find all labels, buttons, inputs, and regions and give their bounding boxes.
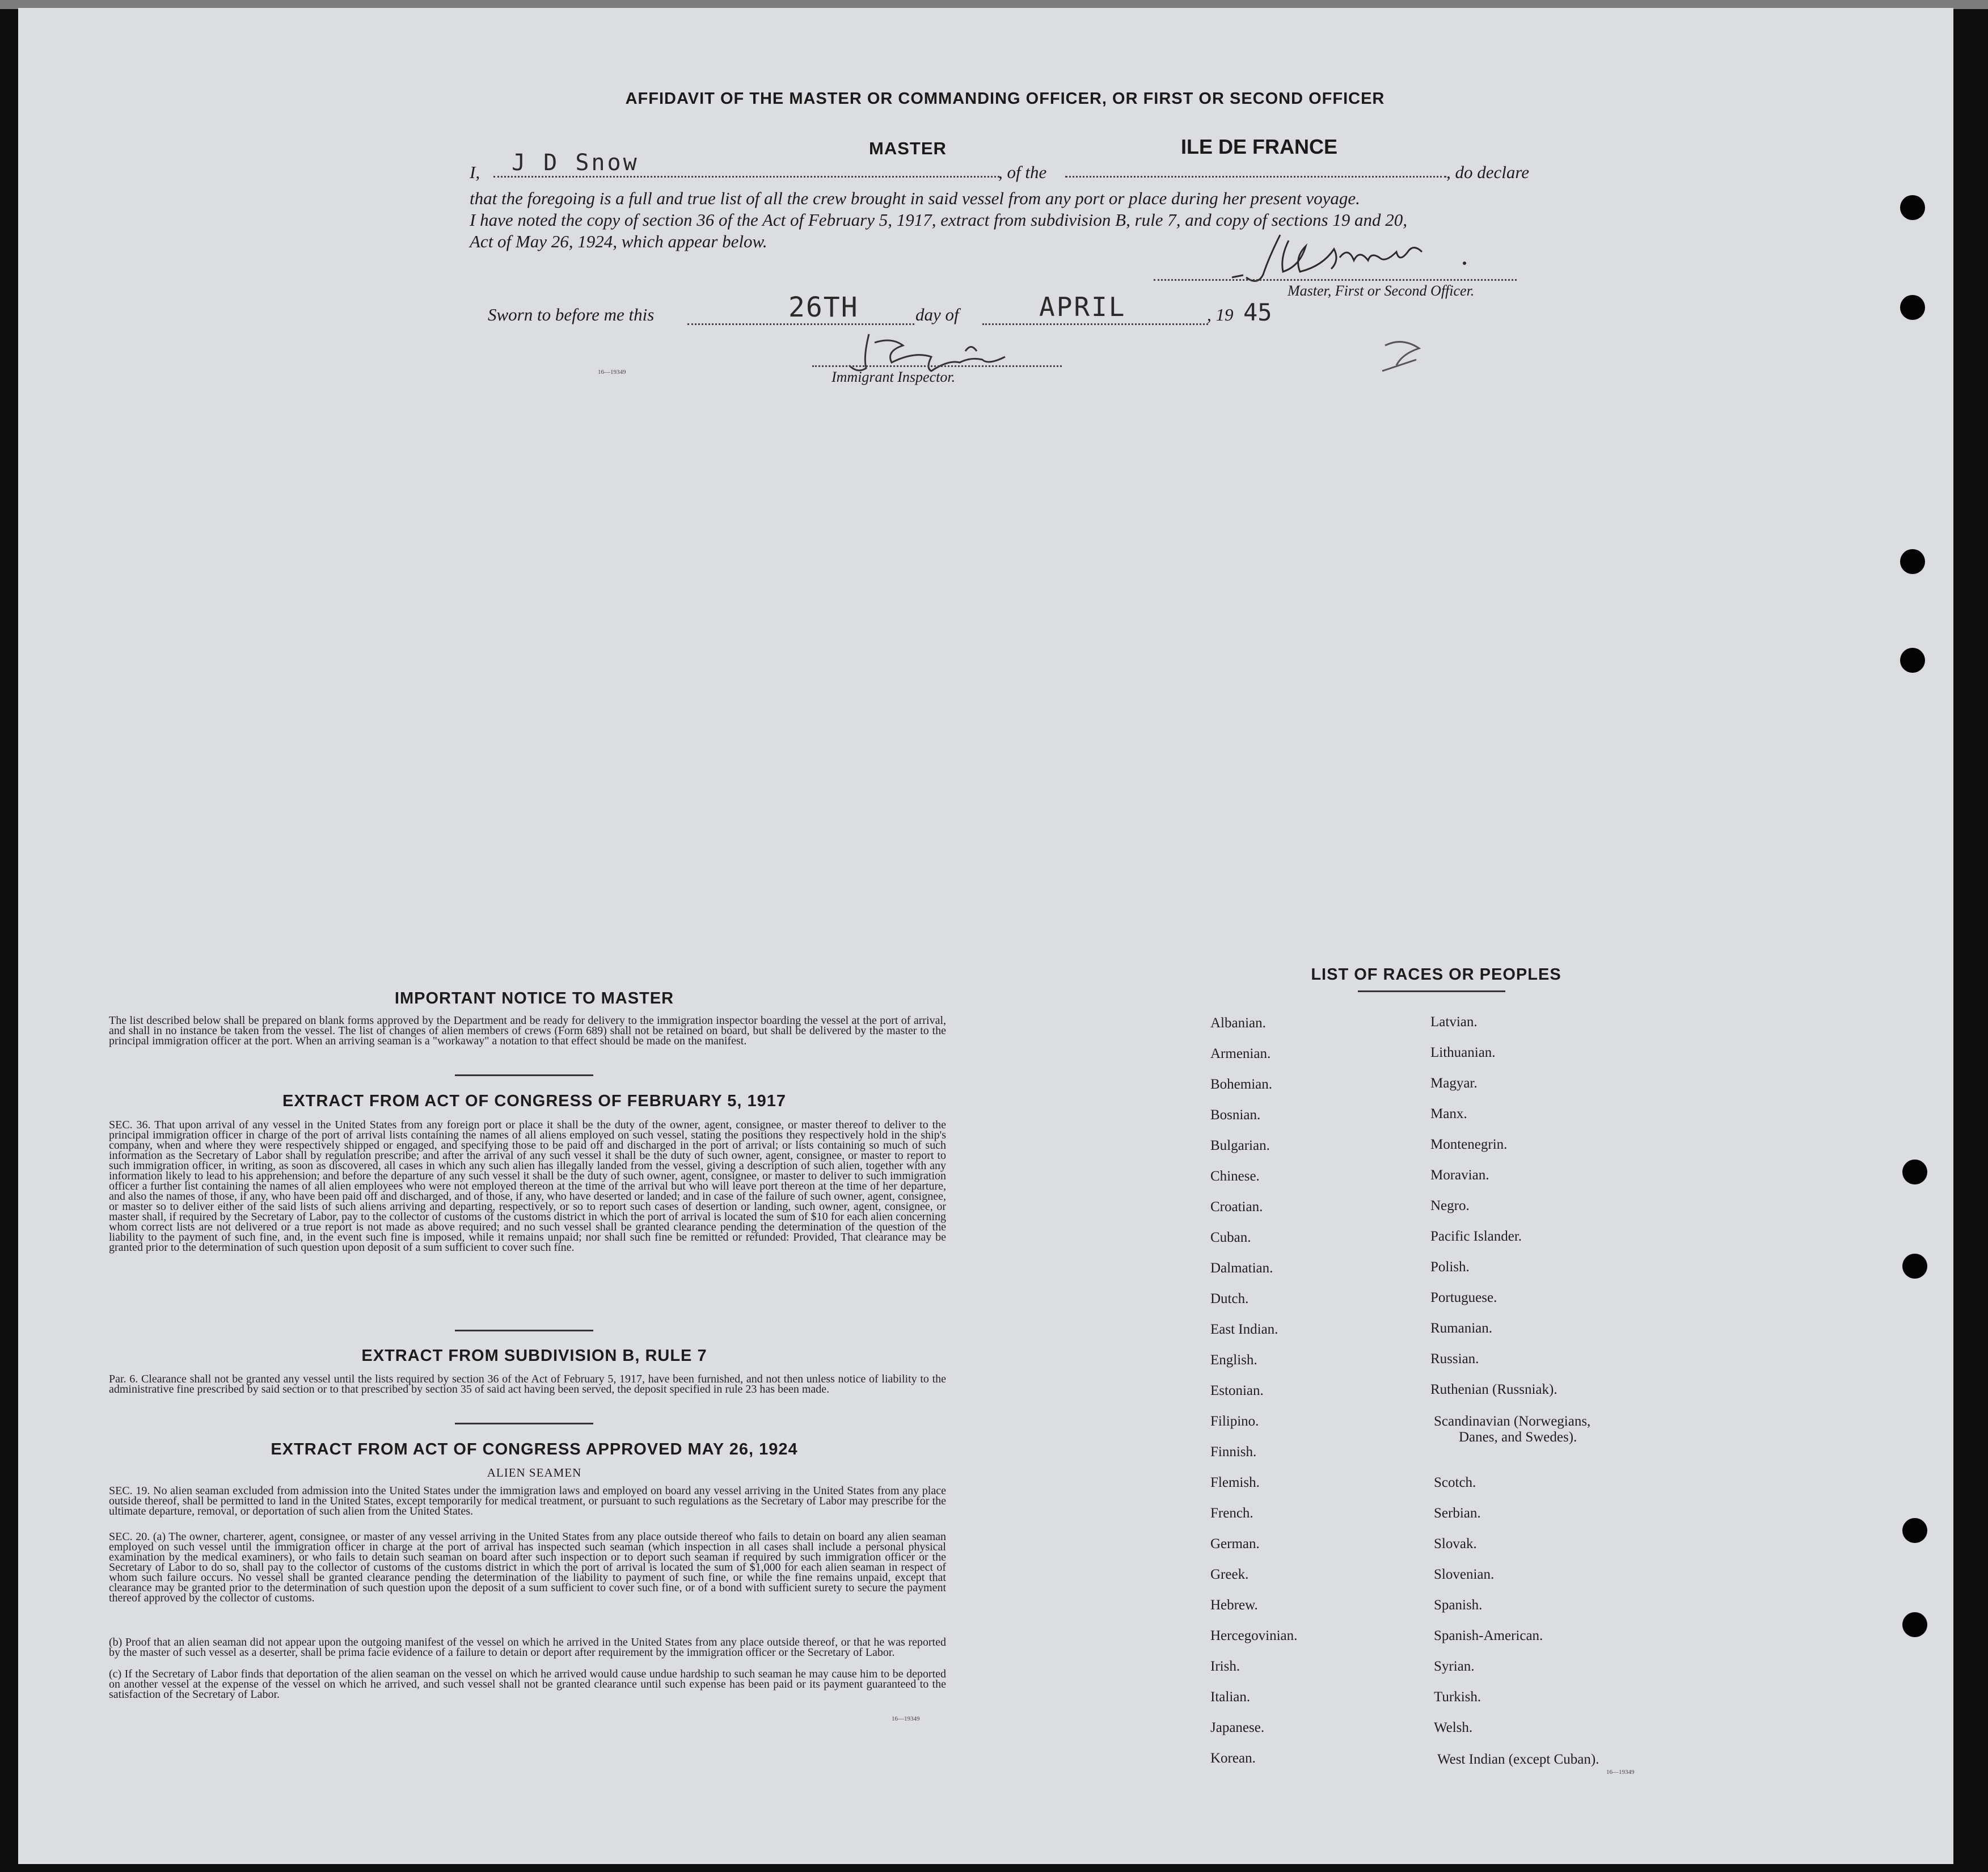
- race-left: Cuban.: [1210, 1230, 1251, 1245]
- binder-hole: [1902, 1518, 1927, 1543]
- binder-hole: [1902, 1612, 1927, 1637]
- race-right: Rumanian.: [1430, 1321, 1493, 1336]
- binder-hole: [1902, 1254, 1927, 1279]
- race-left: East Indian.: [1210, 1322, 1278, 1337]
- races-title: LIST OF RACES OR PEOPLES: [1311, 965, 1561, 984]
- affidavit-body-line-3: Act of May 26, 1924, which appear below.: [470, 231, 767, 251]
- race-left: Croatian.: [1210, 1199, 1263, 1215]
- race-left: Greek.: [1210, 1567, 1249, 1582]
- race-left: Armenian.: [1210, 1046, 1271, 1061]
- master-caption: Master, First or Second Officer.: [1288, 283, 1475, 299]
- race-left: Flemish.: [1210, 1475, 1260, 1490]
- document-page: [18, 8, 1953, 1864]
- race-left: English.: [1210, 1352, 1257, 1368]
- race-right: Slovenian.: [1434, 1567, 1495, 1582]
- race-right: Magyar.: [1430, 1076, 1478, 1091]
- race-right: Latvian.: [1430, 1014, 1478, 1030]
- race-right: Polish.: [1430, 1259, 1470, 1275]
- rank-value: MASTER: [869, 138, 947, 158]
- race-left: Irish.: [1210, 1659, 1240, 1674]
- races-divider: [1358, 990, 1505, 992]
- race-left: Italian.: [1210, 1689, 1251, 1705]
- form-number-top: 16—19349: [598, 369, 626, 376]
- inspector-signature-line: [812, 365, 1062, 367]
- sworn-day-line: [687, 323, 914, 325]
- race-left: Bulgarian.: [1210, 1138, 1270, 1153]
- binder-hole: [1900, 648, 1925, 673]
- master-signature: [1226, 224, 1476, 292]
- race-right: Spanish.: [1434, 1597, 1483, 1613]
- sworn-month: APRIL: [1039, 292, 1126, 322]
- form-number-bottom-left: 16—19349: [892, 1715, 920, 1722]
- race-right: Turkish.: [1434, 1689, 1481, 1705]
- race-right: Welsh.: [1434, 1720, 1473, 1735]
- race-left: Filipino.: [1210, 1414, 1259, 1429]
- year-prefix: , 19: [1207, 305, 1234, 324]
- race-left: Hercegovinian.: [1210, 1628, 1298, 1643]
- race-right: Manx.: [1430, 1106, 1467, 1121]
- race-right: Negro.: [1430, 1198, 1470, 1213]
- extract-1917-title: EXTRACT FROM ACT OF CONGRESS OF FEBRUARY 5, 1917: [282, 1092, 787, 1110]
- race-left: Finnish.: [1210, 1444, 1257, 1460]
- race-left: Albanian.: [1210, 1015, 1266, 1031]
- extract-1924-sec20a: SEC. 20. (a) The owner, charterer, agent, consignee, or master of any vessel arriving in the United States from any place outside thereof who fails to detain on board any alien seaman employed on such vessel until the immigration officer in charge at the port of arrival has inspected such seaman (which inspection in all cases shall include a personal physical examination by the medical examiners), or who fails to detain such seaman on board after such inspection or to deport such seaman if required by such immigration officer or the Secretary of Labor to do so, shall pay to the collector of customs of the customs district in which the port of arrival is located the sum of $1,000 for each alien seaman in respect of whom such failure occurs. No vessel shall be granted clearance pending the determination of the liability to payment of such fine, or while the fine remains unpaid, except that clearance may be granted prior to the determination of such question upon the deposit of a sum sufficient to cover such fine, or of a bond with sufficient surety to secure the payment thereof approved by the collector of customs.: [109, 1531, 946, 1604]
- divider-2: [455, 1330, 593, 1331]
- race-right: Spanish-American.: [1434, 1628, 1543, 1643]
- race-right: Lithuanian.: [1430, 1045, 1496, 1060]
- race-right: Ruthenian (Russniak).: [1430, 1382, 1558, 1397]
- vessel-line: [1065, 176, 1446, 178]
- race-left: Dalmatian.: [1210, 1260, 1273, 1276]
- extract-1924-subtitle: ALIEN SEAMEN: [487, 1466, 582, 1479]
- binder-hole: [1900, 195, 1925, 220]
- sworn-month-line: [982, 323, 1208, 325]
- race-right: Russian.: [1430, 1351, 1479, 1367]
- notice-title: IMPORTANT NOTICE TO MASTER: [394, 989, 674, 1007]
- race-right: West Indian (except Cuban).: [1437, 1752, 1599, 1767]
- notice-body: The list described below shall be prepared on blank forms approved by the Department and be ready for delivery to the immigration inspector boarding the vessel at the port of arrival, and shall in no instance be taken from the vessel. The list of changes of alien members of crews (Form 689) shall not be retained on board, but shall be delivered by the master to the principal immigration officer at the port. When an arriving seaman is a "workaway" a notation to that effect should be made on the manifest.: [109, 1014, 946, 1047]
- race-right: Slovak.: [1434, 1536, 1477, 1551]
- pencil-mark: [1379, 334, 1436, 380]
- race-right: Syrian.: [1434, 1659, 1475, 1674]
- race-left: Korean.: [1210, 1751, 1256, 1766]
- master-name: J D Snow: [512, 150, 639, 176]
- do-declare-text: , do declare: [1446, 162, 1530, 182]
- race-left: German.: [1210, 1536, 1260, 1551]
- vessel-name: ILE DE FRANCE: [1181, 135, 1338, 158]
- affidavit-title: AFFIDAVIT OF THE MASTER OR COMMANDING OFFICER, OR FIRST OR SECOND OFFICER: [625, 90, 1385, 108]
- inspector-caption: Immigrant Inspector.: [832, 369, 956, 385]
- race-left: Hebrew.: [1210, 1597, 1258, 1613]
- form-number-bottom-right: 16—19349: [1606, 1769, 1635, 1776]
- divider-1: [455, 1074, 593, 1076]
- affidavit-body-line-2: I have noted the copy of section 36 of the Act of February 5, 1917, extract from subdivision B, rule 7, and copy of sections 19 and 20,: [470, 210, 1408, 230]
- sworn-text: Sworn to before me this: [488, 305, 655, 324]
- extract-1924-sec19: SEC. 19. No alien seaman excluded from admission into the United States under the immigration laws and employed on board any vessel arriving in the United States from any place outside thereof, shall be permitted to land in the United States, except temporarily for medical treatment, or pursuant to such regulations as the Secretary of Labor may prescribe for the ultimate departure, removal, or deportation of such alien from the United States.: [109, 1485, 946, 1517]
- name-line: [493, 176, 999, 178]
- affidavit-intro: I,: [470, 162, 480, 182]
- race-right: Scandinavian (Norwegians,: [1434, 1414, 1591, 1429]
- master-signature-line: [1154, 279, 1517, 281]
- race-left: Chinese.: [1210, 1169, 1260, 1184]
- extract-rule7-title: EXTRACT FROM SUBDIVISION B, RULE 7: [361, 1347, 707, 1365]
- race-right: Portuguese.: [1430, 1290, 1497, 1305]
- binder-hole: [1900, 295, 1925, 320]
- race-right: Pacific Islander.: [1430, 1229, 1522, 1244]
- race-left: French.: [1210, 1506, 1253, 1521]
- race-left: Japanese.: [1210, 1720, 1265, 1735]
- sworn-day: 26TH: [788, 292, 859, 323]
- binder-hole: [1900, 549, 1925, 574]
- race-right: Moravian.: [1430, 1167, 1489, 1183]
- affidavit-body-line-1: that the foregoing is a full and true list of all the crew brought in said vessel from any port or place during her present voyage.: [470, 188, 1360, 208]
- extract-1924-title: EXTRACT FROM ACT OF CONGRESS APPROVED MAY 26, 1924: [271, 1440, 798, 1458]
- race-left: Dutch.: [1210, 1291, 1249, 1306]
- race-right: Danes, and Swedes).: [1459, 1430, 1577, 1445]
- sworn-year: 45: [1243, 298, 1272, 326]
- extract-1924-sec20b: (b) Proof that an alien seaman did not appear upon the outgoing manifest of the vessel on which he arrived in the United States from any place outside thereof, or that he was reported by the master of such vessel as a deserter, shall be prima facie evidence of a failure to detain or deport after requirement by the immigration officer or the Secretary of Labor.: [109, 1636, 946, 1659]
- extract-rule7-body: Par. 6. Clearance shall not be granted any vessel until the lists required by section 36 of the Act of February 5, 1917, have been furnished, and not then unless notice of liability to the administrative fine prescribed by said section or to that prescribed by section 35 of said act having been served, the deposit specified in rule 23 has been made.: [109, 1373, 946, 1395]
- divider-3: [455, 1423, 593, 1424]
- day-of-text: day of: [915, 305, 959, 324]
- extract-1924-sec20c: (c) If the Secretary of Labor finds that deportation of the alien seaman on the vessel on which he arrived would cause undue hardship to such seaman he may cause him to be deported on another vessel at the expense of the vessel on which he arrived, and such vessel shall not be granted clearance until such expense has been paid or its payment guaranteed to the satisfaction of the Secretary of Labor.: [109, 1668, 946, 1701]
- extract-1917-body: SEC. 36. That upon arrival of any vessel in the United States from any foreign port or place it shall be the duty of the owner, agent, consignee, or master thereof to deliver to the principal immigration officer in charge of the port of arrival lists containing the names of all aliens employed on such vessel, stating the positions they respectively hold in the ship's company, when and where they were respectively shipped or engaged, and specifying those to be paid off and discharged in the port of arrival; or lists containing so much of such information as the Secretary of Labor shall by regulation prescribe; and after the arrival of any such vessel it shall be the duty of such owner, agent, consignee, or master to report to such immigration officer, in writing, as soon as discovered, all cases in which any such alien has illegally landed from the vessel, giving a description of such alien, together with any information likely to lead to his apprehension; and before the departure of any such vessel it shall be the duty of such owner, agent, consignee, or master to deliver to such immigration officer a further list containing the names of all alien employees who were not employed thereon at the time of the arrival but who will leave port thereon at the time of her departure, and also the names of those, if any, who have been paid off and discharged, and of those, if any, who have deserted or landed; and in case of the failure of such owner, agent, consignee, or master so to deliver either of the said lists of such aliens arriving and departing, respectively, or so to report such cases of desertion or landing, such owner, agent, consignee, or master shall, if required by the Secretary of Labor, pay to the collector of customs of the customs district in which the port of arrival is located the sum of $10 for each alien concerning whom correct lists are not delivered or a true report is not made as above required; and no such vessel shall be granted clearance pending the determination of the question of the liability to the payment of such fine, and, in the event such fine is imposed, while it remains unpaid; nor shall such fine be remitted or refunded: Provided, That clearance may be granted prior to the determination of such question upon deposit of a sum sufficient to cover such fine.: [109, 1119, 946, 1254]
- binder-hole: [1902, 1160, 1927, 1184]
- race-left: Bosnian.: [1210, 1107, 1261, 1123]
- of-the-text: , of the: [998, 162, 1047, 182]
- race-right: Serbian.: [1434, 1506, 1481, 1521]
- race-right: Scotch.: [1434, 1475, 1476, 1490]
- race-left: Bohemian.: [1210, 1077, 1273, 1092]
- race-right: Montenegrin.: [1430, 1137, 1508, 1152]
- race-left: Estonian.: [1210, 1383, 1264, 1398]
